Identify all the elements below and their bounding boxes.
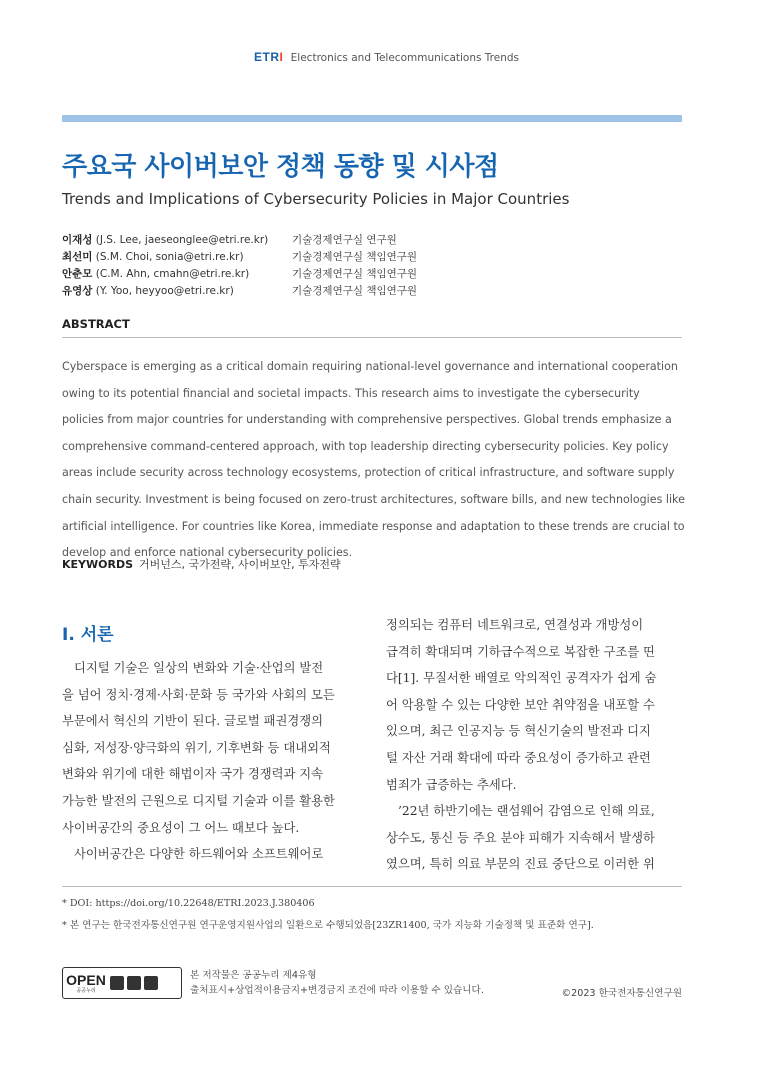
author-affiliation: 기술경제연구실 책임연구원 xyxy=(292,268,418,280)
author-name: 이재성 xyxy=(62,234,93,246)
abstract-body xyxy=(62,356,685,569)
open-sublabel: 공공누리 xyxy=(76,987,96,994)
body-line: 부문에서 혁신의 기반이 된다. 글로벌 패권경쟁의 xyxy=(62,714,324,729)
footnote-divider xyxy=(62,886,682,887)
attribution-icon xyxy=(110,976,124,990)
author-name: 유영상 xyxy=(62,285,93,297)
running-header xyxy=(0,50,773,64)
keywords xyxy=(62,556,341,572)
body-line: 털 자산 거래 확대에 따라 중요성이 증가하고 관련 xyxy=(386,750,651,765)
abstract-line: comprehensive command-centered approach, with top leadership directing cybersecurity policies. Key policy xyxy=(62,439,669,453)
abstract-line: chain security. Investment is being focused on zero-trust architectures, software bills, and new technologies like xyxy=(62,492,685,506)
abstract-line: areas include security across technology ecosystems, protection of critical infrastructure, and software supply xyxy=(62,466,675,480)
footnote-funding: * 본 연구는 한국전자통신연구원 연구운영지원사업의 일환으로 수행되었음[23ZR1400, 국가 지능화 기술정책 및 표준화 연구]. xyxy=(62,920,594,931)
body-column-left xyxy=(62,655,362,868)
body-line: 가능한 발전의 근원으로 디지털 기술과 이를 활용한 xyxy=(62,793,335,808)
paper-title-korean: 주요국 사이버보안 정책 동향 및 시사점 xyxy=(62,152,499,182)
abstract-heading: ABSTRACT xyxy=(62,317,130,331)
abstract-line: owing to its potential financial and societal impacts. This research aims to investigate the cybersecurity xyxy=(62,386,640,400)
body-line: 심화, 저성장·양극화의 위기, 기후변화 등 대내외적 xyxy=(62,740,331,755)
body-line: 였으며, 특히 의료 부문의 진료 중단으로 이러한 위 xyxy=(386,857,655,872)
author-name: 최선미 xyxy=(62,251,93,263)
author-affiliation: 기술경제연구실 책임연구원 xyxy=(292,285,418,297)
body-line: 급격히 확대되며 기하급수적으로 복잡한 구조를 띤 xyxy=(386,644,655,659)
body-line: 어 악용할 수 있는 다양한 보안 취약점을 내포할 수 xyxy=(386,697,655,712)
author-detail: (C.M. Ahn, cmahn@etri.re.kr) xyxy=(95,268,250,280)
abstract-line: develop and enforce national cybersecurity policies. xyxy=(62,546,353,560)
body-line: 변화와 위기에 대한 해법이자 국가 경쟁력과 지속 xyxy=(62,767,324,782)
abstract-divider xyxy=(62,337,682,338)
section-heading: Ⅰ. 서론 xyxy=(62,625,114,645)
body-column-right xyxy=(386,612,684,878)
journal-name: Electronics and Telecommunications Trends xyxy=(290,52,520,64)
paper-title-english: Trends and Implications of Cybersecurity Policies in Major Countries xyxy=(62,190,570,208)
body-line: 을 넘어 정치·경제·사회·문화 등 국가와 사회의 모든 xyxy=(62,687,335,702)
body-line: 사이버공간의 중요성이 그 어느 때보다 높다. xyxy=(62,820,300,835)
license-line: 본 저작물은 공공누리 제4유형 xyxy=(190,970,317,981)
copyright: ©2023 한국전자통신연구원 xyxy=(561,988,682,999)
kogl-license-badge xyxy=(62,967,182,999)
footnote-doi: * DOI: https://doi.org/10.22648/ETRI.2023.J.380406 xyxy=(62,898,315,909)
author-detail: (Y. Yoo, heyyoo@etri.re.kr) xyxy=(95,285,234,297)
body-line: ’22년 하반기에는 랜섬웨어 감염으로 인해 의료, xyxy=(398,804,655,819)
body-line: 사이버공간은 다양한 하드웨어와 소프트웨어로 xyxy=(74,847,324,862)
keywords-list: 거버넌스, 국가전략, 사이버보안, 투자전략 xyxy=(139,558,341,571)
author-row xyxy=(62,283,702,300)
body-line: 범죄가 급증하는 추세다. xyxy=(386,777,517,792)
no-derivatives-icon xyxy=(144,976,158,990)
author-detail: (J.S. Lee, jaeseonglee@etri.re.kr) xyxy=(95,234,269,246)
keywords-label: KEYWORDS xyxy=(62,558,134,571)
body-line: 상수도, 통신 등 주요 분야 피해가 지속해서 발생하 xyxy=(386,830,655,845)
body-line: 있으며, 최근 인공지능 등 혁신기술의 발전과 디지 xyxy=(386,724,651,739)
body-line: 다[1]. 무질서한 배열로 악의적인 공격자가 쉽게 숨 xyxy=(386,671,657,686)
license-line: 출처표시+상업적이용금지+변경금지 조건에 따라 이용할 수 있습니다. xyxy=(190,985,484,996)
author-affiliation: 기술경제연구실 연구원 xyxy=(292,234,397,246)
body-line: 정의되는 컴퓨터 네트워크로, 연결성과 개방성이 xyxy=(386,618,644,632)
license-text xyxy=(190,968,484,998)
author-name: 안춘모 xyxy=(62,268,93,280)
abstract-line: artificial intelligence. For countries like Korea, immediate response and adaptation to these trends are crucial to xyxy=(62,519,685,533)
abstract-line: Cyberspace is emerging as a critical domain requiring national-level governance and international cooperation xyxy=(62,360,678,373)
author-detail: (S.M. Choi, sonia@etri.re.kr) xyxy=(95,251,244,263)
author-affiliation: 기술경제연구실 책임연구원 xyxy=(292,251,418,263)
author-row xyxy=(62,266,702,283)
header-bar xyxy=(62,115,682,122)
body-line: 디지털 기술은 일상의 변화와 기술·산업의 발전 xyxy=(74,661,324,675)
noncommercial-icon xyxy=(127,976,141,990)
etri-logo: ETRI xyxy=(253,50,284,64)
open-label: OPEN xyxy=(66,971,106,988)
author-row xyxy=(62,232,702,249)
author-row xyxy=(62,249,702,266)
abstract-line: policies from major countries for understanding with comprehensive perspectives. Global trends emphasize a xyxy=(62,413,672,427)
